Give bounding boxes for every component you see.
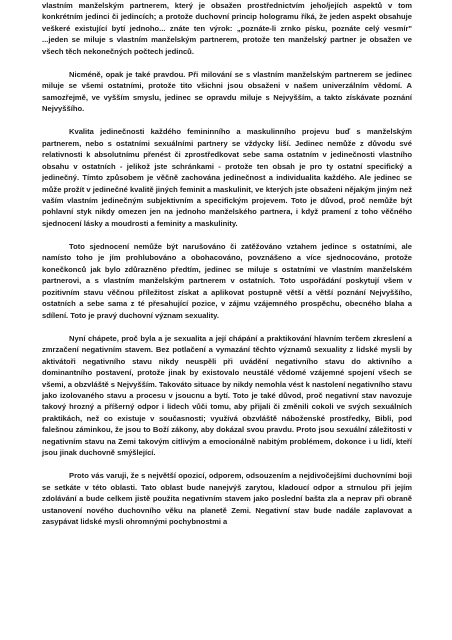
- paragraph-4: Toto sjednocení nemůže být narušováno či zatěžováno vztahem jedince s ostatními, ale namísto toho je jím prohlubováno a obohacováno, povznášeno a více sjednocováno, protože konečkonců jak bylo zdůrazněno předtím, jedinec se miluje s ostatními ve vlastním manželském partnerovi, a s vlastním manželským partnerem v ostatních. Toto uspořádání poskytují všem v pozitivním stavu věčnou příležitost získat a aplikovat postupně větší a větší poznání Nejvyššího, ostatních a sebe sama z té přesahující pozice, v zájmu vzájemného prospěchu, obecného blaha a sdílení. Toto je pravý duchovní význam sexuality.: [42, 241, 412, 320]
- paragraph-6: Proto vás varuji, že s největší opozicí, odporem, odsouzením a nejdivočejšími duchovními boji se setkáte v této oblasti. Tato oblast bude nanejvýš zarytou, kladoucí odpor a strnulou při jejím zdolávání a bude celkem jistě použita negativním stavem jako poslední bašta zla a neprav při obraně ustanovení nového duchovního věku na planetě Zemi. Negativní stav bude nadále zaplavovat a zasypávat lidské mysli ohromnými pochybnostmi a: [42, 471, 412, 527]
- paragraph-1: vlastním manželským partnerem, který je obsažen prostřednictvím jeho/jejích aspektů v tom konkrétním jedinci či jedincích; a protože duchovní princip hologramu říká, že jeden aspekt obsahuje veškeré existující bytí jednoho... znáte ten výrok: „poznáte-li zrnko písku, poznáte celý vesmír" ...jeden se miluje s vlastním manželským partnerem, protože ten manželský partner je obsažen ve všech těch nekonečných počtech jedinců.: [42, 1, 412, 56]
- paragraph-5: Nyní chápete, proč byla a je sexualita a její chápání a praktikování hlavním terčem zkreslení a zmrzačení negativním stavem. Bez potlačení a vymazání těchto významů sexuality z lidské mysli by aktivátoři negativního stavu nikdy neuspěli při uvádění negativního stavu do aktivního a dominantního postavení, protože jinak by existovalo neustálé vědomé vzájemné spojení všech se všemi, a obzvláště s Nejvyšším. Takováto situace by nikdy nemohla vést k nastolení negativního stavu jako izolovaného stavu a procesu v jsoucnu a bytí. Toto je také důvod, proč negativní stav navozuje takový hrozný a příšerný odpor i lidech vůči tomu, aby přijali či změnili cokoli ve svých sexuálních praktikách, než co existuje v současnosti; využívá obzvláště náboženské prostředky, Bibli, pod falešnou záminkou, že jsou to Boží zákony, aby dokázal svou pravdu. Proto jsou sexuální záležitosti v negativním stavu na Zemi takovým citlivým a emocionálně nabitým problémem, dokonce i u lidí, kteří jsou jinak duchovně smýšlející.: [42, 333, 412, 458]
- document-body: [42, 0, 412, 539]
- paragraph-3: Kvalita jedinečnosti každého femininního a maskulinního projevu buď s manželským partnerem, nebo s ostatními sexuálními partnery se vždycky liší. Jedinec nemůže z důvodu své relativnosti k absolutnímu přenést či zprostředkovat sebe sama ostatním v jedinečnosti vlastního obsahu v ostatních - jelikož jste schránkami - protože ten obsah je pro ty ostatní specifický a jedinečný. Tímto způsobem je věčně zachována jedinečnost a individualita každého. Ale jedinec se může prožít v jedinečné kvalitě jiných feminit a maskulinit, ve kterých jste obsaženi nějakým jiným než vaším vlastním jedinečným subjektivním a specifickým projevem. Toto je důvod, proč nemůže být pohlavní styk nikdy omezen jen na jednoho manželského partnera, i když pramení z toho věčného sjednocení lásky a moudrosti a feminity a maskulinity.: [42, 127, 412, 228]
- paragraph-2: Nicméně, opak je také pravdou. Při milování se s vlastním manželským partnerem se jedinec miluje se všemi ostatními, protože tito všichni jsou obsaženi v našem univerzálním vědomí. A samozřejmě, ve vyšším smyslu, jedinec se opravdu miluje s Nejvyšším, a takto získávate poznání Nejvyššího.: [42, 69, 412, 114]
